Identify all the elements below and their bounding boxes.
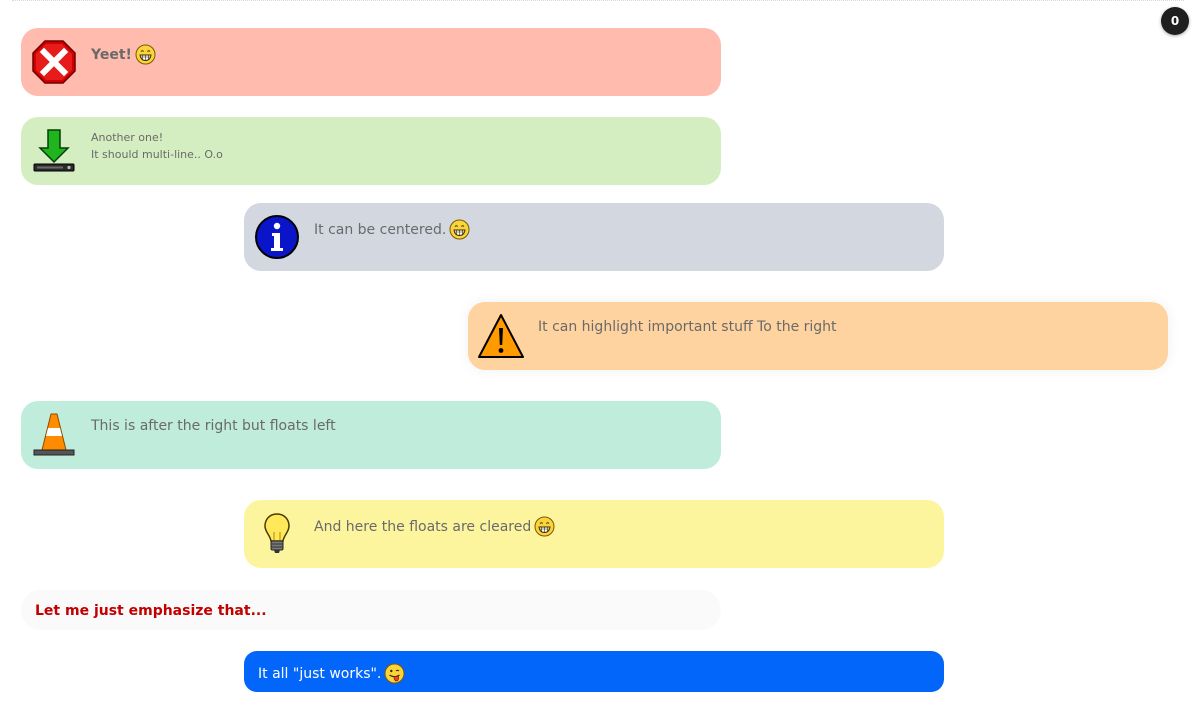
notification-message: It all "just works". — [258, 666, 382, 682]
notification-cone[interactable] — [21, 401, 721, 469]
lightbulb-icon — [254, 511, 300, 557]
info-icon — [254, 214, 300, 260]
error-stop-icon — [31, 39, 77, 85]
notification-message: Yeet! — [91, 47, 132, 63]
notification-message: This is after the right but floats left — [91, 418, 336, 434]
grin-emoji — [534, 516, 555, 537]
notification-message: Let me just emphasize that... — [35, 603, 267, 619]
notification-download[interactable] — [21, 117, 721, 185]
grin-emoji — [135, 44, 156, 65]
notification-message: It can highlight important stuff To the right — [538, 319, 837, 335]
warning-icon — [478, 313, 524, 359]
grin-emoji — [449, 219, 470, 240]
notification-primary[interactable] — [244, 651, 944, 692]
notification-emphasis[interactable] — [21, 590, 721, 630]
notification-message-line-2: It should multi-line.. O.o — [91, 148, 223, 161]
notification-info[interactable] — [244, 203, 944, 271]
notification-message: It can be centered. — [314, 222, 447, 238]
notification-error[interactable] — [21, 28, 721, 96]
notification-count-badge[interactable]: 0 — [1161, 7, 1189, 35]
top-divider — [12, 0, 1184, 1]
tongue-wink-emoji — [384, 663, 405, 684]
notification-message-line-1: Another one! — [91, 131, 164, 144]
notification-idea[interactable] — [244, 500, 944, 568]
notification-message: And here the floats are cleared — [314, 519, 532, 535]
download-icon — [31, 128, 77, 174]
notification-warning[interactable] — [468, 302, 1168, 370]
traffic-cone-icon — [31, 412, 77, 458]
